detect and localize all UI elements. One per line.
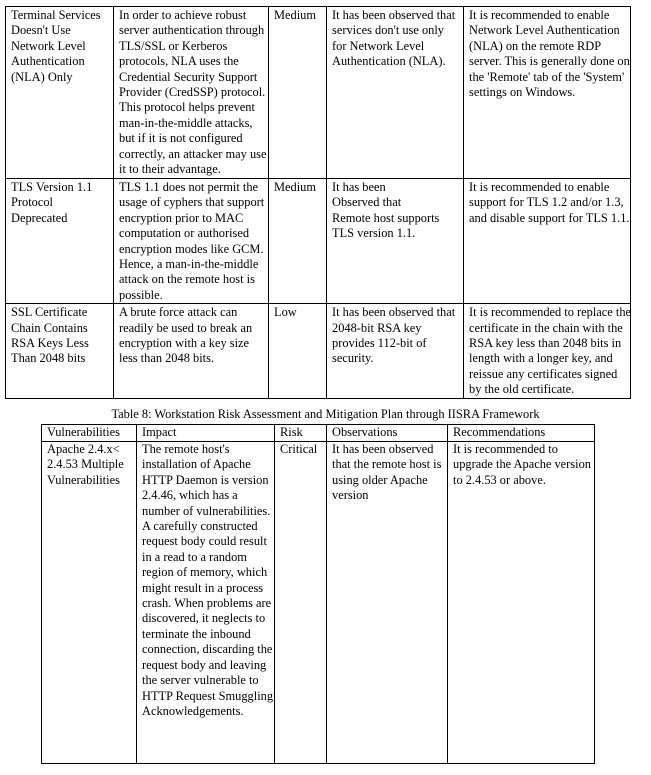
observations-cell-line: services don't use only xyxy=(332,23,445,38)
impact-cell-line: server authentication through xyxy=(119,23,265,38)
recommendations-cell-line: It is recommended to xyxy=(453,442,558,456)
observations-cell xyxy=(327,7,464,179)
column-header: Vulnerabilities xyxy=(42,425,137,442)
recommendations-cell-line: support for TLS 1.2 and/or 1.3, xyxy=(469,195,624,210)
risk-cell-line: Medium xyxy=(274,8,316,22)
impact-cell-line: installation of Apache xyxy=(142,457,251,472)
table-row xyxy=(6,179,631,304)
impact-cell-line: man-in-the-middle attacks, xyxy=(119,115,253,130)
header-row xyxy=(42,425,595,442)
observations-cell-line: Observed that xyxy=(332,195,402,210)
observations-cell xyxy=(327,179,464,304)
table-caption: Table 8: Workstation Risk Assessment and Mitigation Plan through IISRA Framework xyxy=(111,407,540,421)
vulnerability-cell-line: Vulnerabilities xyxy=(47,472,120,487)
recommendations-cell-line: length with a longer key, and xyxy=(469,351,613,366)
table-row xyxy=(6,7,631,179)
vulnerability-cell-line: Doesn't Use xyxy=(11,23,71,38)
table-row xyxy=(6,304,631,398)
recommendations-cell-line: It is recommended to replace the xyxy=(469,305,632,320)
impact-cell-line: encryption with a key size xyxy=(119,336,250,351)
observations-cell xyxy=(327,304,464,398)
impact-cell-line: the server vulnerable to xyxy=(142,673,259,688)
recommendations-cell-line: settings on Windows. xyxy=(469,85,576,100)
impact-cell-line: might result in a process xyxy=(142,580,264,595)
impact-cell-line: This protocol helps prevent xyxy=(119,100,255,115)
impact-cell-line: number of vulnerabilities. xyxy=(142,503,271,518)
risk-cell xyxy=(275,442,327,764)
impact-cell xyxy=(114,304,269,398)
impact-cell-line: less than 2048 bits. xyxy=(119,351,214,366)
observations-cell-line: provides 112-bit of xyxy=(332,336,427,351)
vulnerability-cell-line: Authentication xyxy=(11,54,85,69)
impact-cell xyxy=(137,442,275,764)
observations-cell-line: It has been observed xyxy=(332,442,434,456)
impact-cell-line: TLS/SSL or Kerberos xyxy=(119,38,228,53)
impact-cell-line: usage of cyphers that support xyxy=(119,195,265,210)
column-header: Observations xyxy=(327,425,448,442)
vulnerability-cell-line: Deprecated xyxy=(11,210,68,225)
impact-cell-line: Acknowledgements. xyxy=(142,703,244,718)
recommendations-cell-line: to 2.4.53 or above. xyxy=(453,472,546,487)
vulnerability-cell-line: TLS Version 1.1 xyxy=(11,180,93,194)
observations-cell-line: TLS version 1.1. xyxy=(332,226,416,241)
recommendations-cell-line: reissue any certificates signed xyxy=(469,366,618,381)
vulnerability-cell-line: (NLA) Only xyxy=(11,69,73,84)
observations-cell-line: using older Apache xyxy=(332,472,428,487)
impact-cell-line: region of memory, which xyxy=(142,565,268,580)
recommendations-cell-line: upgrade the Apache version xyxy=(453,457,591,472)
vulnerability-cell-line: Apache 2.4.x< xyxy=(47,442,120,456)
impact-cell-line: encryption prior to MAC xyxy=(119,210,244,225)
recommendations-cell-line: by the old certificate. xyxy=(469,382,575,397)
vulnerability-cell-line: Protocol xyxy=(11,195,53,210)
impact-cell-line: Hence, a man-in-the-middle xyxy=(119,257,259,272)
observations-cell xyxy=(327,442,448,764)
risk-cell-line: Critical xyxy=(280,442,318,456)
vulnerability-cell xyxy=(42,442,137,764)
impact-cell-line: but if it is not configured xyxy=(119,131,243,146)
recommendations-cell-line: and disable support for TLS 1.1. xyxy=(469,210,630,225)
impact-cell-line: A brute force attack can xyxy=(119,305,238,320)
recommendations-cell-line: server. This is generally done on xyxy=(469,54,630,69)
vulnerability-cell-line: Terminal Services xyxy=(11,8,101,22)
recommendations-cell xyxy=(464,7,631,179)
recommendations-cell-line: Network Level Authentication xyxy=(469,23,620,38)
impact-cell-line: computation or authorised xyxy=(119,226,250,241)
impact-cell-line: request body could result xyxy=(142,534,267,549)
risk-cell xyxy=(269,7,327,179)
recommendations-cell-line: certificate in the chain with the xyxy=(469,320,623,335)
impact-cell-line: TLS 1.1 does not permit the xyxy=(119,180,259,194)
observations-cell-line: that the remote host is xyxy=(332,457,442,472)
column-header: Recommendations xyxy=(448,425,595,442)
column-header: Impact xyxy=(137,425,275,442)
impact-cell-line: In order to achieve robust xyxy=(119,8,247,22)
observations-cell-line: version xyxy=(332,488,369,503)
recommendations-cell-line: RSA key less than 2048 bits in xyxy=(469,336,622,351)
impact-cell xyxy=(114,7,269,179)
risk-cell xyxy=(269,179,327,304)
recommendations-cell-line: It is recommended to enable xyxy=(469,180,610,194)
impact-cell-line: readily be used to break an xyxy=(119,320,253,335)
observations-cell-line: security. xyxy=(332,351,374,366)
column-header: Risk xyxy=(275,425,327,442)
recommendations-cell-line: (NLA) on the remote RDP xyxy=(469,38,602,53)
impact-cell xyxy=(114,179,269,304)
impact-cell-line: crash. When problems are xyxy=(142,596,272,611)
impact-cell-line: The remote host's xyxy=(142,442,230,456)
impact-cell-line: discovered, it neglects to xyxy=(142,611,266,626)
observations-cell-line: 2048-bit RSA key xyxy=(332,320,422,335)
impact-cell-line: protocols, NLA uses the xyxy=(119,54,239,69)
impact-cell-line: HTTP Request Smuggling xyxy=(142,688,274,703)
workstation-risk-table xyxy=(41,424,595,764)
vulnerability-cell xyxy=(6,304,114,398)
observations-cell-line: It has been xyxy=(332,180,386,194)
impact-cell-line: request body and leaving xyxy=(142,657,267,672)
impact-cell-line: connection, discarding the xyxy=(142,642,273,657)
risk-cell-line: Low xyxy=(274,305,297,320)
impact-cell-line: possible. xyxy=(119,287,163,302)
risk-cell xyxy=(269,304,327,398)
impact-cell-line: in a read to a random xyxy=(142,549,247,564)
vulnerability-cell-line: RSA Keys Less xyxy=(11,336,89,351)
recommendations-cell xyxy=(448,442,595,764)
vulnerability-cell-line: Than 2048 bits xyxy=(11,351,86,366)
recommendations-cell-line: It is recommended to enable xyxy=(469,8,610,22)
vulnerability-cell xyxy=(6,7,114,179)
impact-cell-line: it to their advantage. xyxy=(119,162,221,177)
observations-cell-line: Remote host supports xyxy=(332,210,440,225)
vulnerability-cell-line: SSL Certificate xyxy=(11,305,88,320)
recommendations-cell xyxy=(464,304,631,398)
vulnerability-cell-line: Network Level xyxy=(11,38,86,53)
impact-cell-line: Credential Security Support xyxy=(119,69,258,84)
table-row xyxy=(42,442,595,764)
impact-cell-line: encryption modes like GCM. xyxy=(119,241,264,256)
impact-cell-line: correctly, an attacker may use xyxy=(119,146,267,161)
observations-cell-line: It has been observed that xyxy=(332,305,456,320)
observations-cell-line: It has been observed that xyxy=(332,8,456,22)
recommendations-cell xyxy=(464,179,631,304)
risk-table-continued xyxy=(5,6,631,399)
vulnerability-cell-line: 2.4.53 Multiple xyxy=(47,457,124,472)
risk-cell-line: Medium xyxy=(274,180,316,194)
vulnerability-cell xyxy=(6,179,114,304)
observations-cell-line: Authentication (NLA). xyxy=(332,54,446,69)
impact-cell-line: attack on the remote host is xyxy=(119,272,255,287)
recommendations-cell-line: the 'Remote' tab of the 'System' xyxy=(469,69,625,84)
impact-cell-line: Provider (CredSSP) protocol. xyxy=(119,85,266,100)
impact-cell-line: HTTP Daemon is version xyxy=(142,472,269,487)
impact-cell-line: A carefully constructed xyxy=(142,519,258,534)
impact-cell-line: terminate the inbound xyxy=(142,626,251,641)
observations-cell-line: for Network Level xyxy=(332,38,425,53)
impact-cell-line: 2.4.46, which has a xyxy=(142,488,238,503)
vulnerability-cell-line: Chain Contains xyxy=(11,320,88,335)
